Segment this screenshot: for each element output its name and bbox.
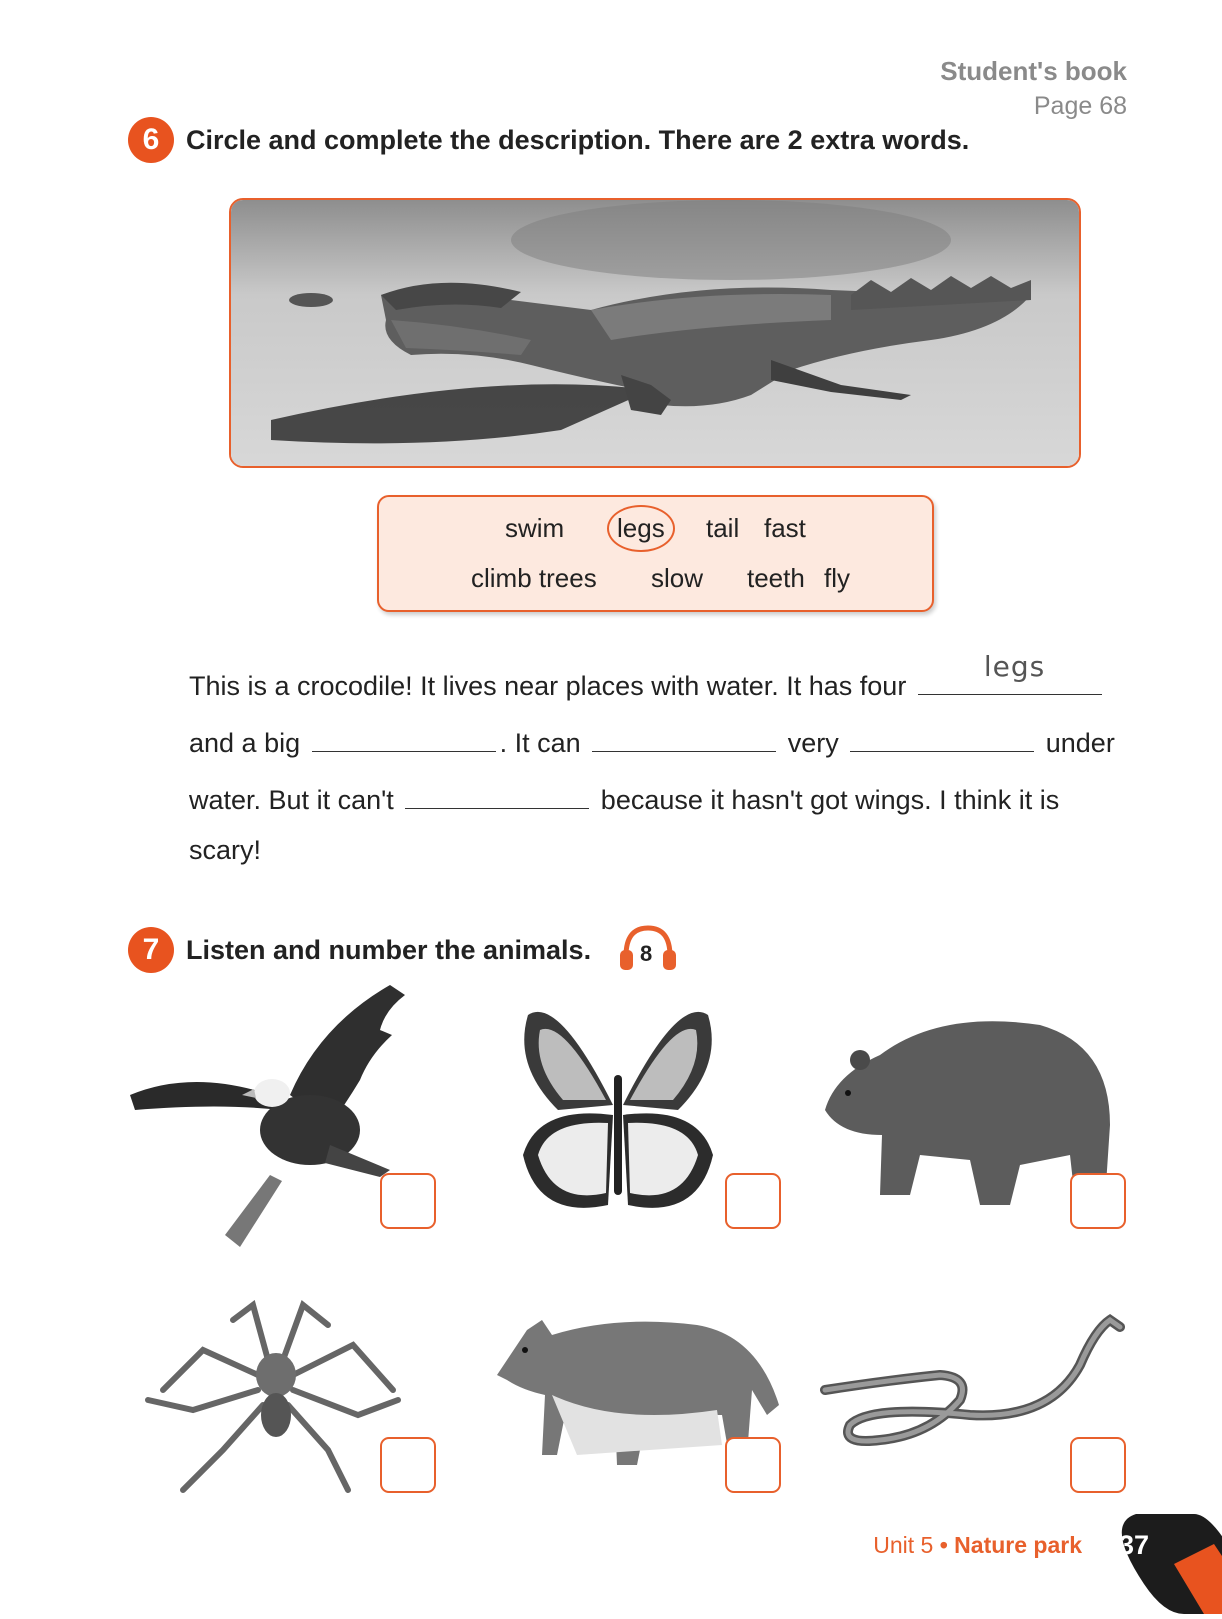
- word-tail[interactable]: tail: [706, 513, 740, 543]
- book-reference: Student's book: [940, 56, 1127, 86]
- blank-4[interactable]: [850, 721, 1034, 752]
- eagle-picture: [130, 985, 420, 1250]
- page-number-tab: [1104, 1514, 1222, 1614]
- headphones-icon[interactable]: [618, 922, 678, 972]
- text-line-4: scary!: [189, 835, 262, 865]
- word-legs-circled[interactable]: legs: [607, 505, 675, 552]
- unit-footer: [873, 1532, 1082, 1559]
- page-reference: Page 68: [1033, 92, 1127, 120]
- text-line-3b: because it hasn't got wings. I think it is: [600, 785, 1060, 815]
- text-line-2b: . It can: [499, 728, 581, 758]
- exercise-6-heading: [128, 117, 969, 163]
- text-line-3a: water. But it can't: [189, 785, 394, 815]
- unit-label: Unit 5: [873, 1532, 934, 1558]
- exercise-instruction: Listen and number the animals.: [186, 934, 592, 965]
- word-slow[interactable]: slow: [651, 563, 704, 593]
- text-line-2d: under: [1045, 728, 1115, 758]
- spider-picture: [143, 1300, 408, 1495]
- audio-track-number: 8: [640, 941, 653, 966]
- word-climb-trees[interactable]: climb trees: [471, 563, 597, 593]
- number-box-eagle[interactable]: [380, 1173, 436, 1229]
- text-line-2c: very: [787, 728, 839, 758]
- number-box-butterfly[interactable]: [725, 1173, 781, 1229]
- exercise-7-heading: [128, 927, 591, 973]
- page-number: 37: [1119, 1530, 1150, 1560]
- exercise-number-badge: 6: [128, 117, 174, 163]
- word-fast[interactable]: fast: [764, 513, 806, 543]
- exercise-instruction: Circle and complete the description. There are 2 extra words.: [186, 124, 970, 155]
- word-swim[interactable]: swim: [505, 513, 565, 543]
- text-line-1: This is a crocodile! It lives near places with water. It has four: [189, 671, 907, 701]
- exercise-number-badge: 7: [128, 927, 174, 973]
- number-box-bear[interactable]: [1070, 1173, 1126, 1229]
- number-box-wolf[interactable]: [725, 1437, 781, 1493]
- text-line-2a: and a big: [189, 728, 301, 758]
- blank-5[interactable]: [405, 778, 589, 809]
- word-fly[interactable]: fly: [824, 563, 850, 593]
- butterfly-picture: [518, 1005, 718, 1220]
- crocodile-photo: [229, 198, 1081, 468]
- number-box-snake[interactable]: [1070, 1437, 1126, 1493]
- word-bank: [377, 495, 934, 612]
- word-teeth[interactable]: teeth: [747, 563, 805, 593]
- blank-1[interactable]: [918, 650, 1102, 695]
- answer-1: legs: [983, 650, 1046, 683]
- blank-2[interactable]: [312, 721, 496, 752]
- blank-3[interactable]: [592, 721, 776, 752]
- number-box-spider[interactable]: [380, 1437, 436, 1493]
- footer-bullet: •: [939, 1532, 948, 1558]
- unit-title: Nature park: [954, 1532, 1082, 1558]
